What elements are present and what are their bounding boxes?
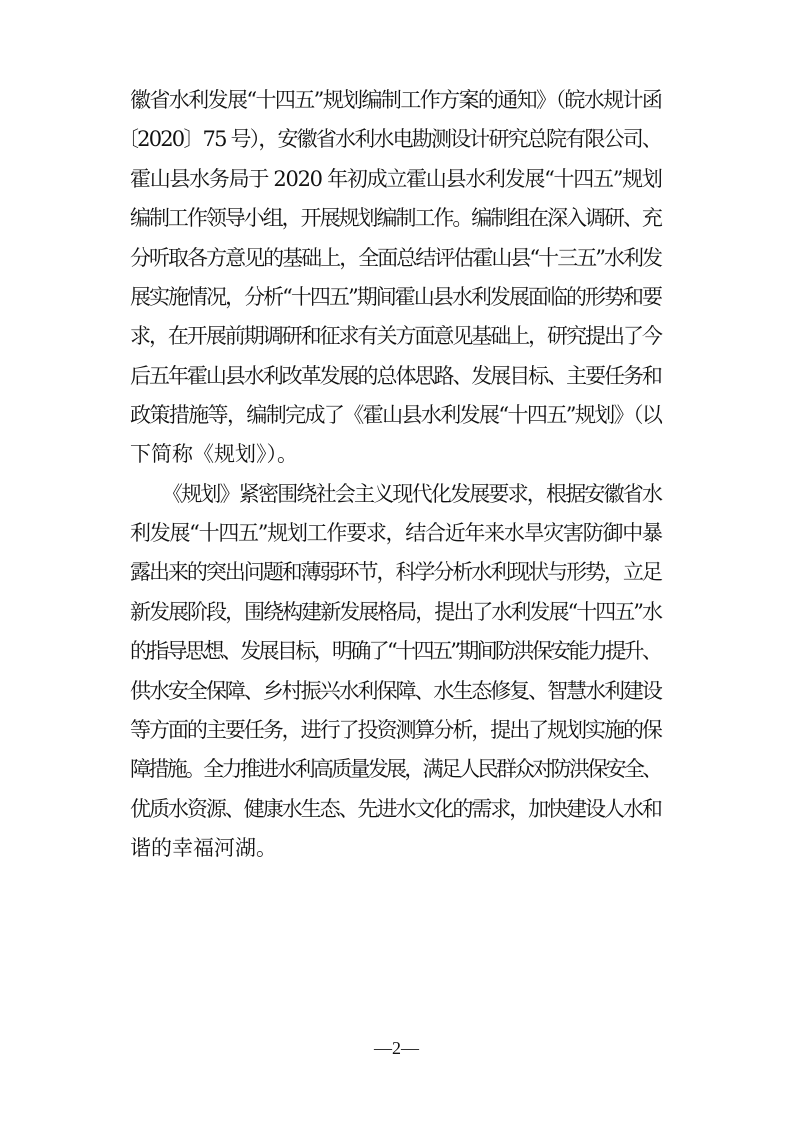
text-line: 政策措施等，编制完成了《霍山县水利发展“十四五”规划》（以 <box>130 402 662 427</box>
text-line: 〔2020〕75 号），安徽省水利水电勘测设计研究总院有限公司、 <box>118 127 662 152</box>
text-line: 谐的幸福河湖。 <box>130 836 277 860</box>
paragraph-2-line-10 <box>0 830 793 866</box>
paragraph-1-line-1 <box>0 82 793 118</box>
text-line: 下简称《规划》）。 <box>130 442 298 467</box>
page-number: —2— <box>374 1038 419 1058</box>
paragraph-2-line-3 <box>0 554 793 590</box>
paragraph-2-line-4 <box>0 594 793 630</box>
text-line: 利发展“十四五”规划工作要求，结合近年来水旱灾害防御中暴 <box>130 521 662 546</box>
paragraph-1-line-10 <box>0 436 793 472</box>
paragraph-1-line-5 <box>0 240 793 276</box>
paragraph-2-line-7 <box>0 712 793 748</box>
text-line: 展实施情况，分析“十四五”期间霍山县水利发展面临的形势和要 <box>130 284 662 309</box>
paragraph-1-line-6 <box>0 279 793 315</box>
paragraph-1-line-8 <box>0 358 793 394</box>
paragraph-2-line-2 <box>0 515 793 551</box>
text-line: 徽省水利发展“十四五”规划编制工作方案的通知》（皖水规计函 <box>130 88 662 112</box>
text-line: 霍山县水务局于 2020 年初成立霍山县水利发展“十四五”规划 <box>130 166 662 191</box>
text-line: 后五年霍山县水利改革发展的总体思路、发展目标、主要任务和 <box>130 363 661 388</box>
text-line: 供水安全保障、乡村振兴水利保障、水生态修复、智慧水利建设 <box>130 678 661 703</box>
paragraph-2-line-9 <box>0 791 793 827</box>
text-line: 《规划》紧密围绕社会主义现代化发展要求，根据安徽省水 <box>162 481 662 506</box>
text-line: 求，在开展前期调研和征求有关方面意见基础上，研究提出了今 <box>130 324 661 349</box>
paragraph-2-line-8 <box>0 751 793 787</box>
text-line: 分听取各方意见的基础上，全面总结评估霍山县“十三五”水利发 <box>130 245 662 270</box>
paragraph-1-line-4 <box>0 200 793 236</box>
paragraph-2-line-5 <box>0 633 793 669</box>
paragraph-2-line-1 <box>0 476 793 512</box>
paragraph-1-line-3 <box>0 161 793 197</box>
text-line: 优质水资源、健康水生态、先进水文化的需求，加快建设人水和 <box>130 796 661 821</box>
text-line: 新发展阶段，围绕构建新发展格局，提出了水利发展“十四五”水 <box>130 599 662 624</box>
text-line: 障措施。全力推进水利高质量发展，满足人民群众对防洪保安全、 <box>130 757 661 782</box>
text-line: 露出来的突出问题和薄弱环节，科学分析水利现状与形势，立足 <box>130 560 661 585</box>
text-line: 的指导思想、发展目标，明确了“十四五”期间防洪保安能力提升、 <box>130 639 661 664</box>
text-line: 编制工作领导小组，开展规划编制工作。编制组在深入调研、充 <box>130 206 661 231</box>
text-line: 等方面的主要任务，进行了投资测算分析，提出了规划实施的保 <box>130 717 661 742</box>
paragraph-1-line-2 <box>0 121 793 157</box>
paragraph-1-line-7 <box>0 318 793 354</box>
paragraph-1-line-9 <box>0 397 793 433</box>
paragraph-2-line-6 <box>0 673 793 709</box>
